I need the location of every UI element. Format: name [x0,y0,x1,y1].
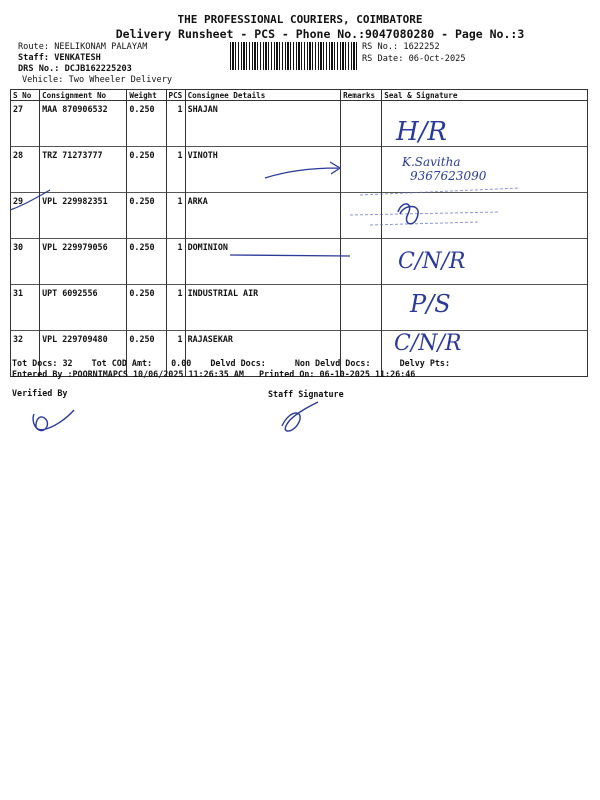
tot-docs-value: 32 [62,358,73,368]
cell-weight: 0.250 [127,331,166,377]
cell-remarks [341,285,382,331]
tot-cod-label: Tot COD Amt: [91,358,153,368]
table-row [11,147,588,193]
rs-no-line [362,42,440,52]
cell-sno: 31 [11,285,40,331]
entered-line [12,369,415,379]
verified-by-label: Verified By [12,388,68,398]
col-weight: Weight [127,90,166,101]
cell-seal [382,239,588,285]
totals-line [12,358,450,368]
cell-remarks [341,193,382,239]
company-title: THE PROFESSIONAL COURIERS, COIMBATORE [177,13,423,26]
drs-label: DRS No.: [18,64,60,74]
route-value: NEELIKONAM PALAYAM [54,42,148,52]
barcode [230,42,358,70]
table-row [11,193,588,239]
rs-date-line [362,54,466,64]
cell-pcs: 1 [166,147,185,193]
vehicle-value: Two Wheeler Delivery [68,75,173,85]
col-consignment: Consignment No [40,90,127,101]
drs-value: DCJB162225203 [64,64,132,74]
cell-seal [382,193,588,239]
runsheet-subtitle: Delivery Runsheet - PCS - Phone No.:9047080280 - Page No.:3 [115,27,525,41]
staff-line [18,53,101,63]
printed-on: Printed On: 06-10-2025 11:26:46 [259,369,416,379]
cell-consignment: VPL 229709480 [40,331,127,377]
verified-signature [33,410,74,431]
handwritten-row31: P/S [410,290,451,318]
delvd-docs-label: Delvd Docs: [210,358,266,368]
cell-consignee: SHAJAN [185,101,341,147]
route-label: Route: [18,42,50,52]
col-pcs: PCS [166,90,185,101]
table-row [11,239,588,285]
delvy-pts-label: Delvy Pts: [399,358,450,368]
cell-consignment: VPL 229979056 [40,239,127,285]
cell-pcs: 1 [166,101,185,147]
handwritten-row30: C/N/R [398,249,466,274]
cell-sno: 29 [11,193,40,239]
cell-consignee: ARKA [185,193,341,239]
cell-sno: 30 [11,239,40,285]
cell-remarks [341,239,382,285]
staff-value: VENKATESH [54,53,101,63]
cell-remarks [341,101,382,147]
rs-date-label: RS Date: [362,54,404,64]
cell-sno: 32 [11,331,40,377]
staff-label: Staff: [18,53,50,63]
tot-docs-label: Tot Docs: [12,358,58,368]
runsheet-table [10,89,588,377]
col-consignee: Consignee Details [185,90,341,101]
table-header-row [11,90,588,101]
cell-consignment: UPT 6092556 [40,285,127,331]
vehicle-label: Vehicle: [22,75,64,85]
col-seal-signature: Seal & Signature [382,90,588,101]
cell-consignee: RAJASEKAR [185,331,341,377]
cell-pcs: 1 [166,285,185,331]
cell-seal [382,285,588,331]
col-sno: S No [11,90,40,101]
table-row [11,101,588,147]
vehicle-line [22,75,172,85]
cell-weight: 0.250 [127,101,166,147]
cell-consignment: MAA 870906532 [40,101,127,147]
cell-sno: 28 [11,147,40,193]
cell-seal [382,147,588,193]
tot-cod-value: 0.00 [171,358,192,368]
cell-consignee: VINOTH [185,147,341,193]
cell-pcs: 1 [166,239,185,285]
rs-no-value: 1622252 [403,42,440,52]
handwritten-row28-name: K.Savitha [402,155,461,169]
staff-signature-ink [282,402,318,431]
cell-weight: 0.250 [127,285,166,331]
cell-weight: 0.250 [127,193,166,239]
handwritten-row32: C/N/R [394,331,462,356]
staff-signature-label: Staff Signature [268,389,344,399]
entered-by: Entered By :POORNIMAPCS 10/06/2025 11:26:35 AM [12,369,244,379]
cell-weight: 0.250 [127,147,166,193]
handwritten-row28-phone: 9367623090 [410,169,487,183]
non-delvd-docs-label: Non Delvd Docs: [294,358,371,368]
cell-pcs: 1 [166,331,185,377]
rs-no-label: RS No.: [362,42,399,52]
rs-date-value: 06-Oct-2025 [408,54,466,64]
drs-line [18,64,132,74]
cell-weight: 0.250 [127,239,166,285]
cell-consignment: TRZ 71273777 [40,147,127,193]
cell-consignment: VPL 229982351 [40,193,127,239]
cell-seal [382,101,588,147]
cell-consignee: INDUSTRIAL AIR [185,285,341,331]
cell-pcs: 1 [166,193,185,239]
table-row [11,285,588,331]
cell-consignee: DOMINION [185,239,341,285]
cell-remarks [341,147,382,193]
handwritten-row27: H/R [396,117,448,147]
col-remarks: Remarks [341,90,382,101]
cell-sno: 27 [11,101,40,147]
route-line [18,42,147,52]
